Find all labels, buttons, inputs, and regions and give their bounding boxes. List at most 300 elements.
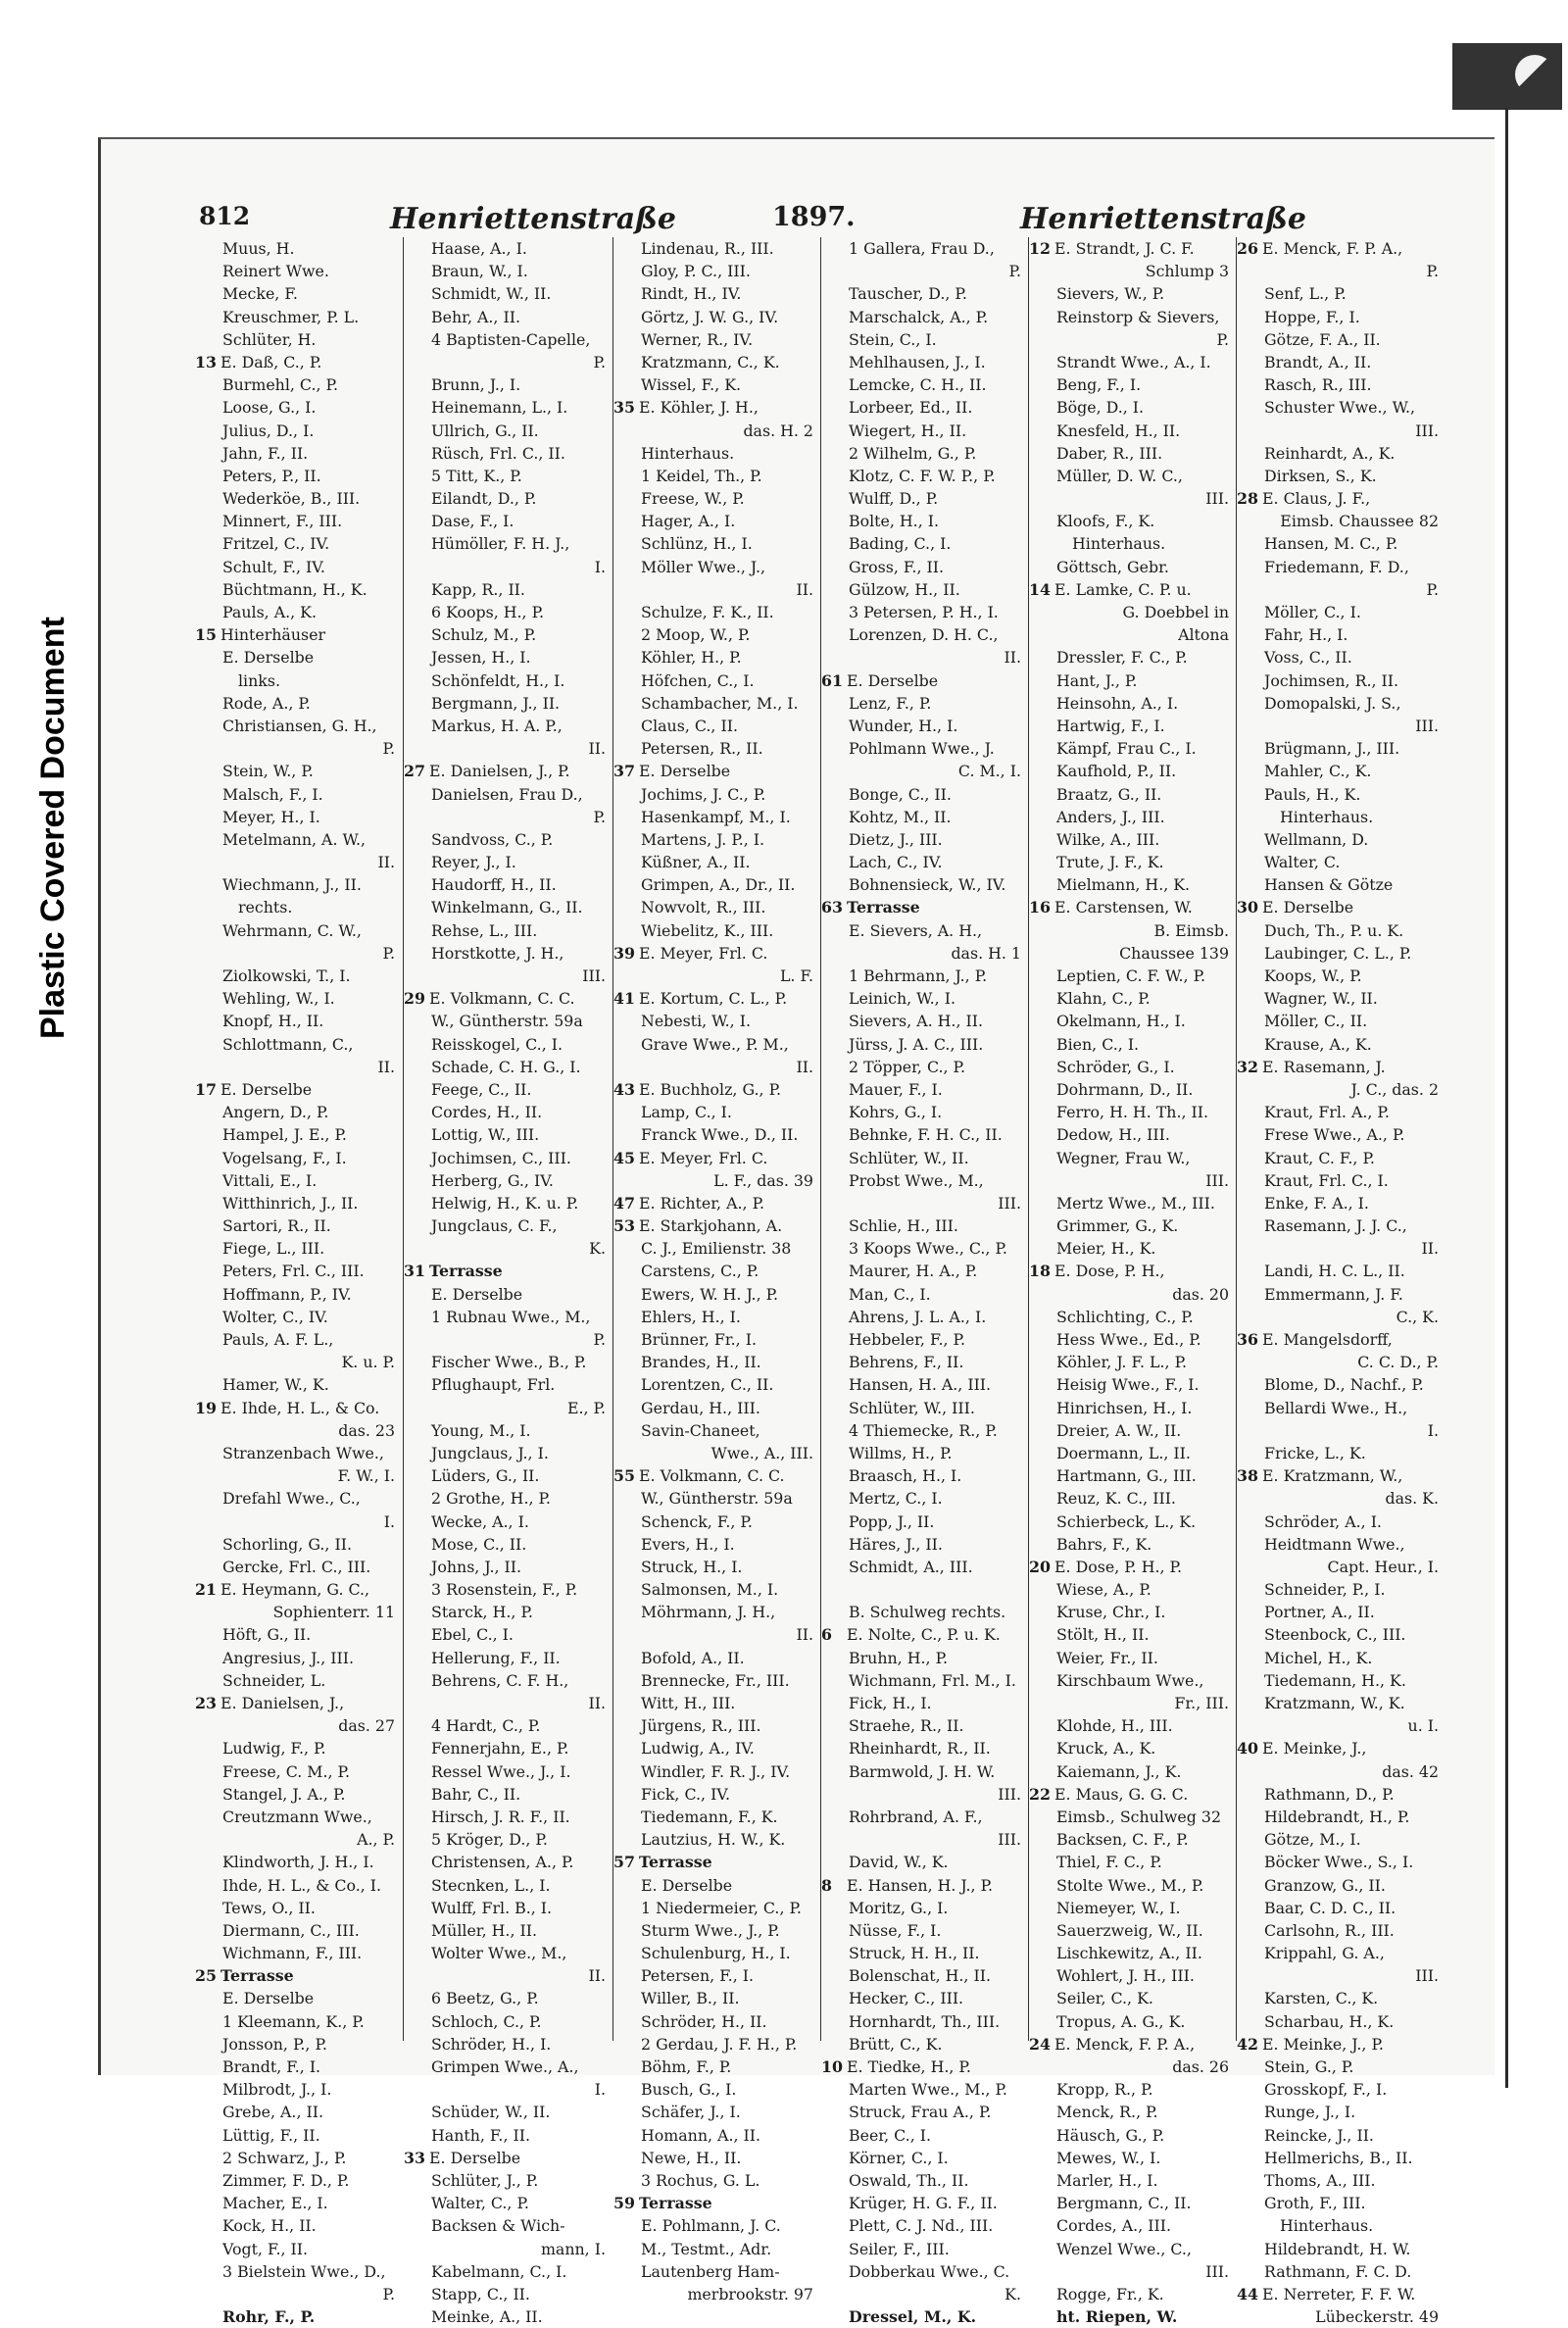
entry-text: Creutzmann Wwe.,: [222, 1807, 372, 1826]
directory-entry: [404, 1010, 613, 1032]
directory-entry: [404, 873, 613, 896]
entry-text: Newe, H., II.: [641, 2148, 742, 2167]
entry-text: 2 Moop, W., P.: [641, 625, 751, 645]
directory-entry: [821, 282, 1029, 305]
entry-text: E. Hansen, H. J., P.: [847, 1875, 994, 1895]
house-number: 37: [613, 762, 635, 781]
entry-text: Lottig, W., III.: [431, 1125, 540, 1145]
entry-text: E. Menck, F. P. A.,: [1054, 2034, 1196, 2054]
directory-entry: [195, 420, 403, 442]
directory-entry: [613, 601, 821, 623]
directory-entry: [821, 2010, 1029, 2033]
directory-entry: [1029, 306, 1237, 328]
directory-entry: [613, 1578, 821, 1601]
entry-text: E. Maus, G. G. C.: [1054, 1784, 1189, 1804]
entry-text: Hess Wwe., Ed., P.: [1056, 1330, 1201, 1349]
directory-entry: [1029, 987, 1237, 1010]
directory-entry: [404, 556, 613, 578]
directory-entry: [613, 896, 821, 918]
directory-entry: [404, 2033, 613, 2056]
entry-text: E. Nerreter, F. F. W.: [1262, 2284, 1416, 2303]
entry-text: E. Rasemann, J.: [1262, 1057, 1386, 1076]
house-number: 23: [195, 1694, 217, 1712]
entry-text: Ludwig, A., IV.: [641, 1739, 755, 1758]
entry-text: Gercke, Frl. C., III.: [222, 1557, 371, 1576]
house-number-entry: [613, 1464, 821, 1487]
entry-text: Eilandt, D., P.: [431, 489, 537, 509]
entry-text: Dietz, J., III.: [849, 829, 943, 849]
directory-entry: [404, 601, 613, 623]
house-number-entry: [613, 1192, 821, 1214]
directory-entry: [404, 396, 613, 419]
entry-text: Fahr, H., I.: [1264, 625, 1348, 645]
entry-text: Domopalski, J. S.,: [1264, 693, 1401, 713]
entry-text: Kapp, R., II.: [431, 579, 525, 599]
entry-text: ht. Riepen, W.: [1056, 2307, 1178, 2327]
directory-entry: [613, 2078, 821, 2101]
entry-text: Krause, A., K.: [1264, 1034, 1372, 1054]
entry-text: Knopf, H., II.: [222, 1012, 324, 1031]
directory-entry: [821, 1237, 1029, 1260]
entry-text: Koops, W., P.: [1264, 966, 1362, 985]
directory-entry: [404, 1919, 613, 1942]
entry-text: Mielmann, H., K.: [1056, 875, 1191, 895]
directory-entry: [195, 373, 403, 396]
entry-text: Hansen, H. A., III.: [849, 1375, 992, 1395]
house-number: 20: [1029, 1557, 1051, 1576]
directory-entry: [821, 1147, 1029, 1169]
entry-text: rechts.: [238, 898, 293, 917]
directory-entry: [1029, 1464, 1237, 1487]
entry-text: Schmidt, A., III.: [849, 1557, 973, 1576]
directory-entry: [404, 1328, 613, 1351]
entry-text: Bellardi Wwe., H.,: [1264, 1398, 1408, 1417]
entry-text: Nebesti, W., I.: [641, 1012, 751, 1031]
entry-text: Bien, C., I.: [1056, 1034, 1140, 1054]
directory-entry: [1237, 1669, 1446, 1692]
entry-text: E. Heymann, G. C.,: [220, 1580, 370, 1600]
directory-entry: [613, 556, 821, 578]
entry-text: Lenz, F., P.: [849, 693, 932, 713]
house-number-entry: [1237, 1056, 1446, 1078]
entry-text: Brütt, C., K.: [849, 2034, 943, 2054]
entry-text: II.: [1004, 648, 1021, 668]
house-number: 40: [1237, 1739, 1258, 1758]
directory-entry: [1029, 2260, 1237, 2283]
entry-text: Stolte Wwe., M., P.: [1056, 1875, 1204, 1895]
entry-text: F. W., I.: [337, 1466, 395, 1486]
directory-entry: [1029, 556, 1237, 578]
directory-entry: [613, 965, 821, 987]
directory-entry: [1029, 1806, 1237, 1828]
directory-entry: [195, 737, 403, 760]
entry-text: Rogge, Fr., K.: [1056, 2284, 1164, 2303]
directory-entry: [195, 1669, 403, 1692]
directory-entry: [195, 783, 403, 806]
directory-entry: [613, 1623, 821, 1646]
entry-text: Sophienterr. 11: [272, 1603, 395, 1622]
entry-text: Helwig, H., K. u. P.: [431, 1193, 579, 1213]
entry-text: E. Kortum, C. L., P.: [639, 989, 788, 1009]
entry-text: Runge, J., I.: [1264, 2103, 1356, 2122]
directory-entry: [1237, 1760, 1446, 1783]
entry-text: Pohlmann Wwe., J.: [849, 739, 995, 759]
directory-entry: [613, 2010, 821, 2033]
house-number: 45: [613, 1148, 635, 1167]
directory-entry: [1029, 1101, 1237, 1123]
entry-text: Sauerzweig, W., II.: [1056, 1920, 1203, 1940]
entry-text: Mehlhausen, J., I.: [849, 352, 986, 371]
directory-entry: [404, 1169, 613, 1192]
directory-entry: [195, 1101, 403, 1123]
directory-entry: [613, 1942, 821, 1964]
directory-entry: [195, 1851, 403, 1873]
entry-text: Dressler, F. C., P.: [1056, 648, 1188, 668]
entry-text: Kratzmann, W., K.: [1264, 1694, 1405, 1712]
directory-entry: [404, 1487, 613, 1510]
entry-text: Kämpf, Frau C., I.: [1056, 739, 1197, 759]
entry-text: Landi, H. C. L., II.: [1264, 1262, 1405, 1281]
directory-entry: [613, 328, 821, 351]
directory-entry: [821, 601, 1029, 623]
directory-entry: [1029, 1147, 1237, 1169]
entry-text: Fiege, L., III.: [222, 1239, 325, 1259]
directory-entry: [821, 873, 1029, 896]
entry-text: Hoffmann, P., IV.: [222, 1284, 352, 1304]
entry-text: Stangel, J. A., P.: [222, 1784, 346, 1804]
directory-entry: [1237, 2010, 1446, 2033]
entry-text: Ewers, W. H. J., P.: [641, 1284, 779, 1304]
directory-entry: [195, 1874, 403, 1897]
entry-text: Stapp, C., II.: [431, 2284, 530, 2303]
house-number-entry: [1029, 1783, 1237, 1806]
entry-text: E. Danielsen, J.,: [220, 1694, 345, 1712]
directory-entry: [1237, 1101, 1446, 1123]
entry-text: Reincke, J., II.: [1264, 2125, 1374, 2145]
directory-entry: [821, 851, 1029, 873]
entry-text: Baar, C. D. C., II.: [1264, 1898, 1396, 1917]
entry-text: Walter, C.: [1264, 853, 1341, 872]
directory-entry: [404, 1192, 613, 1214]
directory-entry: [1029, 1306, 1237, 1328]
directory-entry: [821, 442, 1029, 465]
directory-entry: [613, 465, 821, 487]
directory-column-5: [1028, 237, 1237, 2327]
directory-entry: [613, 1237, 821, 1260]
directory-entry: [613, 828, 821, 851]
directory-entry: [613, 1260, 821, 1282]
house-number-entry: [195, 623, 403, 646]
directory-entry: [821, 1056, 1029, 1078]
directory-entry: [195, 806, 403, 828]
directory-entry: [1029, 1397, 1237, 1419]
house-number: 15: [195, 625, 217, 645]
directory-entry: [404, 783, 613, 806]
directory-entry: [1029, 715, 1237, 737]
entry-text: II.: [796, 1625, 813, 1645]
house-number: 26: [1237, 239, 1258, 258]
entry-text: Backsen, C. F., P.: [1056, 1830, 1189, 1850]
directory-entry: [195, 260, 403, 282]
entry-text: Friedemann, F. D.,: [1264, 557, 1409, 576]
house-number: 35: [613, 398, 635, 418]
entry-text: das. 26: [1172, 2057, 1229, 2076]
directory-entry: [821, 2283, 1029, 2305]
entry-text: 4 Thiemecke, R., P.: [849, 1420, 998, 1440]
entry-text: Heidtmann Wwe.,: [1264, 1534, 1405, 1554]
directory-entry: [404, 1214, 613, 1237]
directory-entry: [1029, 1828, 1237, 1851]
directory-entry: [404, 532, 613, 555]
entry-text: Schult, F., IV.: [222, 557, 325, 576]
entry-text: P.: [1216, 329, 1229, 349]
entry-text: Heinemann, L., I.: [431, 398, 568, 418]
entry-text: Hinterhaus.: [1072, 534, 1166, 554]
entry-text: Lorenzen, D. H. C.,: [849, 625, 999, 645]
directory-entry: [195, 1737, 403, 1759]
entry-text: Probst Wwe., M.,: [849, 1170, 984, 1190]
directory-entry: [613, 1306, 821, 1328]
house-number: 32: [1237, 1057, 1258, 1076]
house-number-entry: [195, 1078, 403, 1101]
entry-text: 1 Gallera, Frau D.,: [849, 239, 995, 258]
entry-text: Johns, J., II.: [431, 1557, 522, 1576]
directory-entry: [1237, 806, 1446, 828]
entry-text: Müller, D. W. C.,: [1056, 466, 1183, 485]
entry-text: A., P.: [357, 1830, 395, 1850]
house-number-entry: [613, 1851, 821, 1873]
entry-text: Wehrmann, C. W.,: [222, 920, 362, 940]
entry-text: 2 Schwarz, J., P.: [222, 2148, 347, 2167]
entry-text: Bruhn, H., P.: [849, 1648, 949, 1667]
entry-text: Thiel, F. C., P.: [1056, 1853, 1162, 1872]
directory-entry: [1237, 1964, 1446, 1987]
directory-entry: [404, 2056, 613, 2078]
entry-text: Brünner, Fr., I.: [641, 1330, 757, 1349]
page-header: [101, 139, 1494, 247]
entry-text: Altona: [1178, 625, 1229, 645]
entry-text: Reuz, K. C., III.: [1056, 1489, 1176, 1509]
entry-text: Schlichting, C., P.: [1056, 1307, 1194, 1326]
entry-text: Hamer, W., K.: [222, 1375, 329, 1395]
directory-entry: [195, 2214, 403, 2237]
directory-entry: [821, 1214, 1029, 1237]
directory-entry: [1237, 1714, 1446, 1737]
entry-text: Hecker, C., III.: [849, 1989, 964, 2008]
house-number-entry: [1029, 1556, 1237, 1578]
directory-entry: [821, 1464, 1029, 1487]
directory-entry: [613, 1897, 821, 1919]
house-number: 14: [1029, 579, 1051, 599]
entry-text: 1 Kleemann, K., P.: [222, 2011, 365, 2031]
house-number-entry: [1237, 1737, 1446, 1759]
directory-entry: [821, 2238, 1029, 2260]
house-number-entry: [195, 1397, 403, 1419]
entry-text: Macher, E., I.: [222, 2194, 328, 2213]
directory-entry: [821, 806, 1029, 828]
entry-text: Schröder, G., I.: [1056, 1057, 1175, 1076]
entry-text: E. Derselbe: [222, 648, 315, 668]
entry-text: Rehse, L., III.: [431, 920, 538, 940]
entry-text: Fennerjahn, E., P.: [431, 1739, 569, 1758]
entry-text: Lemcke, C. H., II.: [849, 375, 987, 395]
directory-entry: [404, 1511, 613, 1533]
directory-entry: [404, 1783, 613, 1806]
entry-text: Haudorff, H., II.: [431, 875, 557, 895]
entry-text: Wolter, C., IV.: [222, 1307, 328, 1326]
entry-text: Bergmann, J., II.: [431, 693, 561, 713]
entry-text: Cordes, H., II.: [431, 1103, 543, 1122]
entry-text: Enke, F. A., I.: [1264, 1193, 1369, 1213]
entry-text: mann, I.: [540, 2239, 606, 2258]
directory-entry: [613, 1987, 821, 2009]
entry-text: Rheinhardt, R., II.: [849, 1739, 991, 1758]
directory-entry: [613, 715, 821, 737]
directory-entry: [404, 1123, 613, 1146]
entry-text: Möller, C., I.: [1264, 603, 1361, 621]
directory-entry: [821, 2101, 1029, 2123]
directory-entry: [195, 1260, 403, 1282]
directory-entry: [195, 1237, 403, 1260]
directory-entry: [1029, 2192, 1237, 2214]
entry-text: Carstens, C., P.: [641, 1262, 760, 1281]
entry-text: E. Meinke, J., P.: [1262, 2034, 1384, 2054]
directory-entry: [1237, 646, 1446, 669]
house-number: 53: [613, 1216, 635, 1236]
entry-text: E. Meyer, Frl. C.: [639, 943, 768, 963]
directory-entry: [195, 2169, 403, 2192]
entry-text: Stein, G., P.: [1264, 2057, 1354, 2076]
directory-entry: [821, 328, 1029, 351]
house-number: 38: [1237, 1466, 1258, 1486]
entry-text: E. Pohlmann, J. C.: [641, 2216, 781, 2236]
entry-text: Vogelsang, F., I.: [222, 1148, 347, 1167]
entry-text: Freese, C. M., P.: [222, 1761, 350, 1781]
directory-entry: [613, 1919, 821, 1942]
entry-text: Jahn, F., II.: [222, 443, 309, 463]
entry-text: Höft, G., II.: [222, 1625, 312, 1645]
directory-entry: [1237, 1283, 1446, 1306]
entry-text: Schuster Wwe., W.,: [1264, 398, 1416, 418]
house-number-entry: [821, 1623, 1029, 1646]
directory-entry: [821, 1828, 1029, 1851]
entry-text: Niemeyer, W., I.: [1056, 1898, 1181, 1917]
entry-text: Hansen, M. C., P.: [1264, 534, 1398, 554]
directory-entry: [1237, 1783, 1446, 1806]
house-number: 8: [821, 1875, 832, 1895]
entry-text: 3 Rosenstein, F., P.: [431, 1580, 578, 1600]
directory-entry: [195, 1419, 403, 1442]
directory-entry: [195, 1033, 403, 1056]
directory-entry: [195, 2101, 403, 2123]
directory-entry: [404, 1237, 613, 1260]
entry-text: Christensen, A., P.: [431, 1853, 574, 1872]
directory-entry: [1029, 1169, 1237, 1192]
entry-text: Heinsohn, A., I.: [1056, 693, 1179, 713]
entry-text: Homann, A., II.: [641, 2125, 761, 2145]
house-number: 10: [821, 2057, 843, 2076]
directory-entry: [821, 1373, 1029, 1396]
directory-entry: [821, 1351, 1029, 1373]
entry-text: Klindworth, J. H., I.: [222, 1853, 374, 1872]
directory-entry: [404, 919, 613, 942]
entry-text: Wulff, D., P.: [849, 489, 939, 509]
directory-entry: [613, 2033, 821, 2056]
house-number-entry: [821, 1874, 1029, 1897]
entry-text: Kloofs, F., K.: [1056, 512, 1155, 531]
directory-entry: [404, 510, 613, 532]
clip-mark-icon: [1515, 55, 1554, 94]
entry-text: Hanth, F., II.: [431, 2125, 530, 2145]
entry-text: Michel, H., K.: [1264, 1648, 1373, 1667]
directory-entry: [613, 1647, 821, 1669]
entry-text: Lindenau, R., III.: [641, 239, 774, 258]
entry-text: Brandt, A., II.: [1264, 352, 1372, 371]
entry-text: Hinterhaus.: [1280, 807, 1374, 826]
directory-entry: [195, 2305, 403, 2328]
directory-entry: [613, 1283, 821, 1306]
entry-text: Rasemann, J. J. C.,: [1264, 1216, 1407, 1236]
house-number-entry: [613, 1214, 821, 1237]
directory-entry: [404, 2305, 613, 2328]
entry-text: Schlüter, J., P.: [431, 2170, 539, 2190]
entry-text: Pauls, H., K.: [1264, 784, 1361, 804]
directory-entry: [404, 1442, 613, 1464]
entry-text: Küßner, A., II.: [641, 853, 751, 872]
entry-text: das. H. 1: [951, 943, 1021, 963]
directory-entry: [821, 556, 1029, 578]
year: 1897.: [772, 202, 856, 232]
entry-text: Feege, C., II.: [431, 1079, 532, 1099]
entry-text: Lüttig, F., II.: [222, 2125, 320, 2145]
directory-entry: [1029, 1192, 1237, 1214]
house-number-entry: [821, 669, 1029, 692]
entry-text: Jessen, H., I.: [431, 648, 531, 668]
directory-entry: [1237, 1578, 1446, 1601]
entry-text: Windler, F. R. J., IV.: [641, 1761, 791, 1781]
entry-text: Müller, H., II.: [431, 1920, 538, 1940]
house-number-entry: [821, 2056, 1029, 2078]
entry-text: Diermann, C., III.: [222, 1920, 360, 1940]
directory-entry: [404, 328, 613, 351]
entry-text: Fricke, L., K.: [1264, 1443, 1366, 1462]
directory-entry: [404, 942, 613, 965]
entry-text: Backsen & Wich-: [431, 2216, 565, 2236]
directory-entry: [1237, 715, 1446, 737]
directory-entry: [821, 2078, 1029, 2101]
directory-entry: [195, 1283, 403, 1306]
directory-entry: [613, 237, 821, 260]
directory-entry: [613, 1760, 821, 1783]
house-number: 25: [195, 1966, 217, 1986]
entry-text: Hildebrandt, H., P.: [1264, 1807, 1410, 1826]
directory-entry: [1237, 965, 1446, 987]
directory-entry: [1029, 1533, 1237, 1556]
directory-entry: [821, 510, 1029, 532]
directory-entry: [1029, 2305, 1237, 2328]
entry-text: Freese, W., P.: [641, 489, 745, 509]
directory-entry: [404, 1351, 613, 1373]
entry-text: E. Tiedke, H., P.: [847, 2057, 971, 2076]
entry-text: Schulz, M., P.: [431, 625, 537, 645]
entry-text: Möller, C., II.: [1264, 1012, 1368, 1031]
entry-text: Popp, J., II.: [849, 1511, 935, 1531]
entry-text: I.: [383, 1511, 395, 1531]
entry-text: Lorentzen, C., II.: [641, 1375, 774, 1395]
directory-entry: [613, 1123, 821, 1146]
directory-entry: [1029, 2056, 1237, 2078]
directory-entry: [195, 1897, 403, 1919]
